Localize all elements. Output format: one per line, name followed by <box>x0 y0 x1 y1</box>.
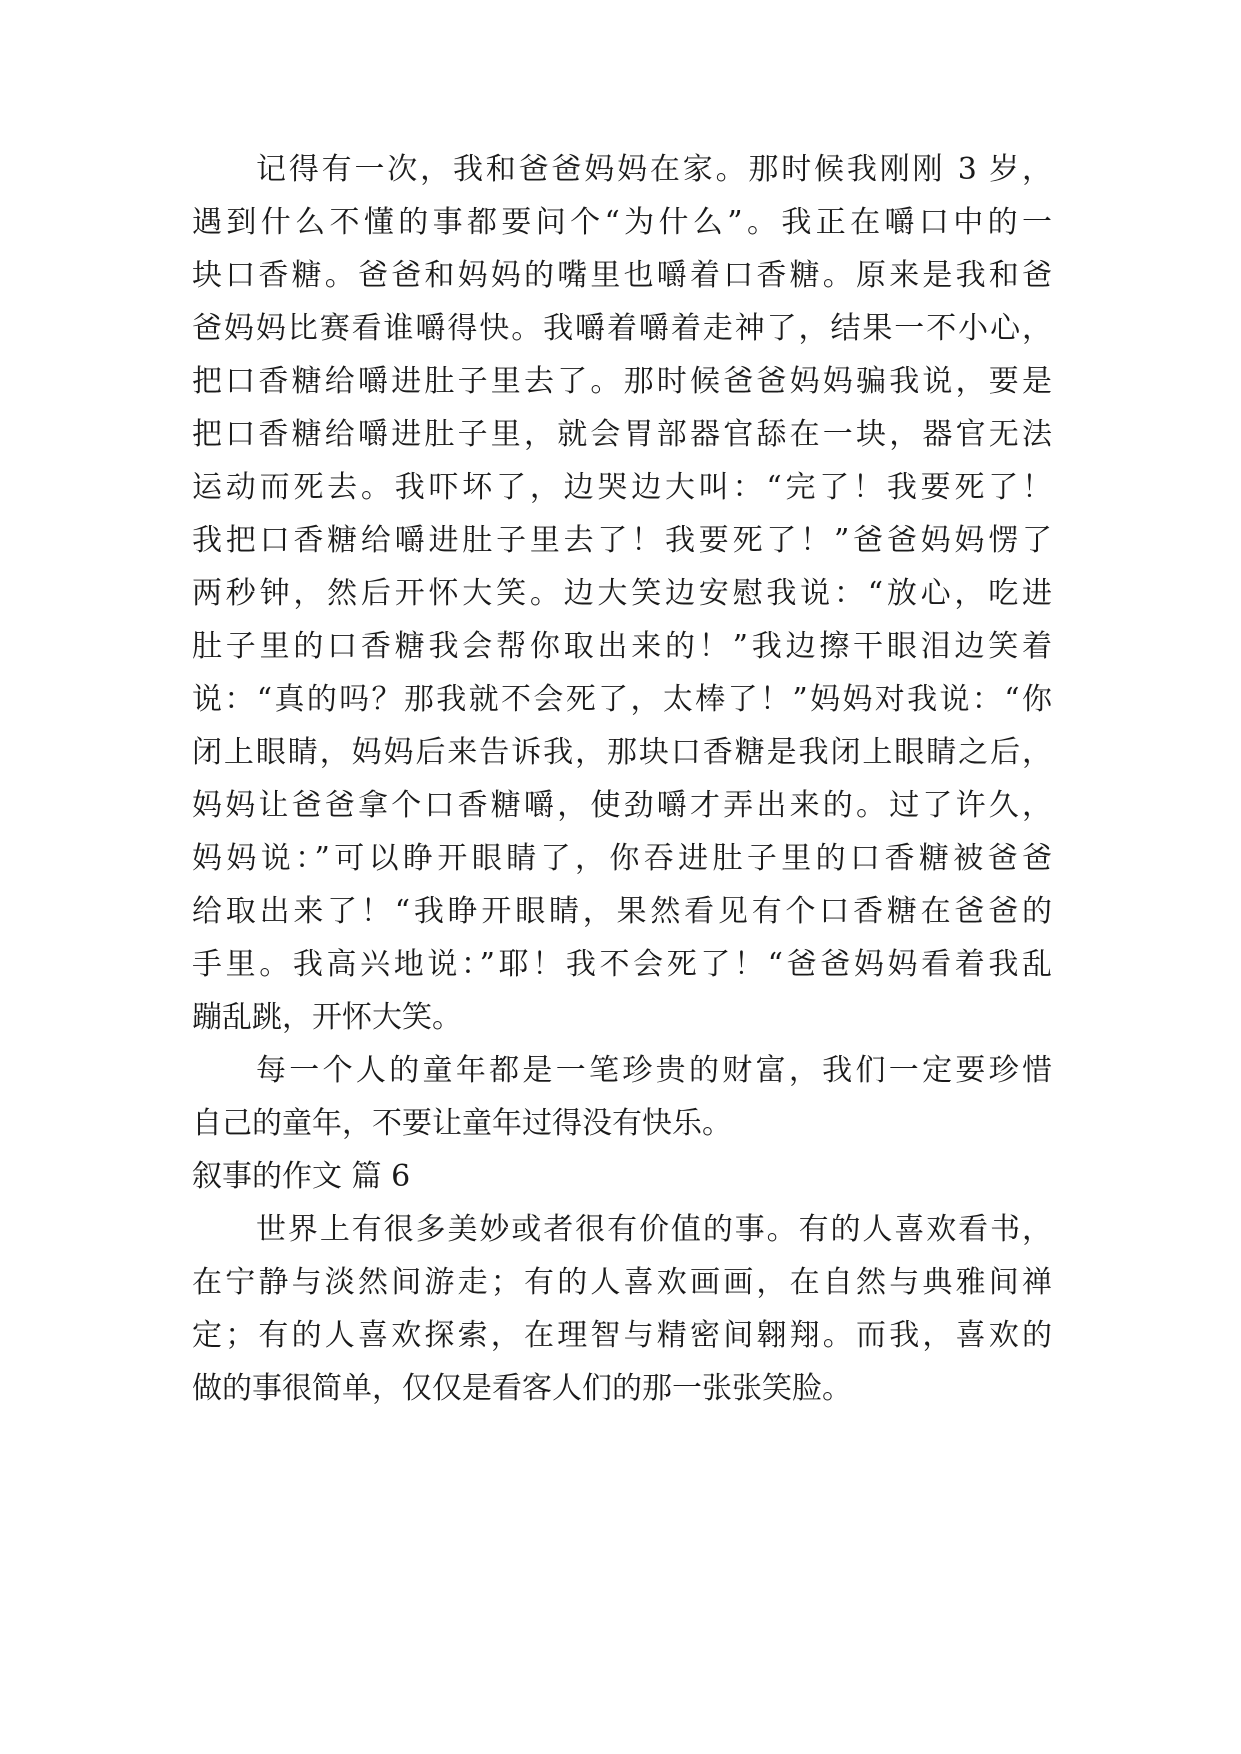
paragraph-line: 自己的童年，不要让童年过得没有快乐。 <box>192 1106 732 1141</box>
paragraph-line: 妈妈让爸爸拿个口香糖嚼，使劲嚼才弄出来的。过了许久， <box>192 788 1052 823</box>
paragraph-line: 每一个人的童年都是一笔珍贵的财富，我们一定要珍惜 <box>256 1053 1052 1088</box>
paragraph-line: 两秒钟，然后开怀大笑。边大笑边安慰我说：“放心，吃进 <box>192 576 1052 611</box>
paragraph-line: 定；有的人喜欢探索，在理智与精密间翱翔。而我，喜欢的 <box>192 1318 1052 1353</box>
paragraph-line: 把口香糖给嚼进肚子里去了。那时候爸爸妈妈骗我说，要是 <box>192 364 1052 399</box>
paragraph-line: 手里。我高兴地说：”耶！我不会死了！“爸爸妈妈看着我乱 <box>192 947 1052 982</box>
paragraph-line: 世界上有很多美妙或者很有价值的事。有的人喜欢看书， <box>256 1212 1052 1247</box>
paragraph-line: 爸妈妈比赛看谁嚼得快。我嚼着嚼着走神了，结果一不小心， <box>192 311 1052 346</box>
paragraph-line: 说：“真的吗？那我就不会死了，太棒了！”妈妈对我说：“你 <box>192 682 1052 717</box>
paragraph-line: 蹦乱跳，开怀大笑。 <box>192 1000 462 1035</box>
paragraph-line: 做的事很简单，仅仅是看客人们的那一张张笑脸。 <box>192 1371 852 1406</box>
paragraph-line: 在宁静与淡然间游走；有的人喜欢画画，在自然与典雅间禅 <box>192 1265 1052 1300</box>
paragraph-line: 闭上眼睛，妈妈后来告诉我，那块口香糖是我闭上眼睛之后， <box>192 735 1052 770</box>
paragraph-line: 妈妈说：”可以睁开眼睛了，你吞进肚子里的口香糖被爸爸 <box>192 841 1052 876</box>
paragraph-line: 遇到什么不懂的事都要问个“为什么”。我正在嚼口中的一 <box>192 205 1052 240</box>
paragraph-line: 肚子里的口香糖我会帮你取出来的！”我边擦干眼泪边笑着 <box>192 629 1052 664</box>
paragraph-line: 记得有一次，我和爸爸妈妈在家。那时候我刚刚 3 岁， <box>256 152 1052 187</box>
paragraph-line: 给取出来了！“我睁开眼睛，果然看见有个口香糖在爸爸的 <box>192 894 1052 929</box>
essay-heading: 叙事的作文 篇 6 <box>192 1159 411 1194</box>
paragraph-line: 把口香糖给嚼进肚子里，就会胃部器官舔在一块，器官无法 <box>192 417 1052 452</box>
paragraph-line: 块口香糖。爸爸和妈妈的嘴里也嚼着口香糖。原来是我和爸 <box>192 258 1052 293</box>
paragraph-line: 我把口香糖给嚼进肚子里去了！我要死了！”爸爸妈妈愣了 <box>192 523 1052 558</box>
paragraph-line: 运动而死去。我吓坏了，边哭边大叫：“完了！我要死了！ <box>192 470 1052 505</box>
